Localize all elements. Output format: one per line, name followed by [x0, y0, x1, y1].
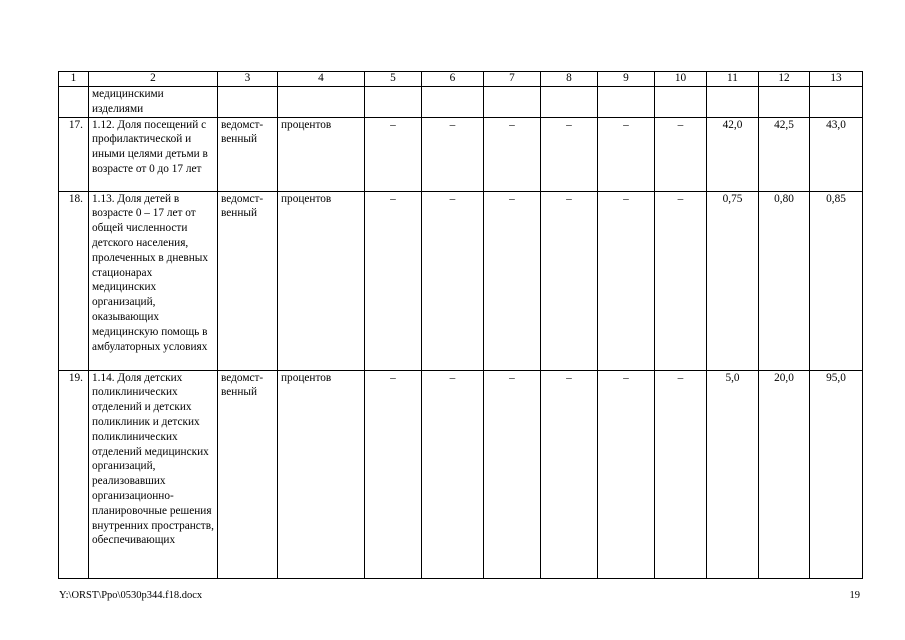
value-cell: –	[598, 191, 655, 370]
table-row	[59, 370, 863, 578]
column-number: 1	[59, 72, 89, 87]
row-number: 19.	[59, 370, 89, 578]
unit-cell: процентов	[278, 370, 365, 578]
column-number: 4	[278, 72, 365, 87]
value-cell: –	[598, 370, 655, 578]
column-number: 2	[89, 72, 218, 87]
value-cell: –	[422, 191, 484, 370]
value-cell: –	[422, 117, 484, 191]
value-cell: 0,85	[810, 191, 863, 370]
value-cell: 43,0	[810, 117, 863, 191]
unit-cell: процентов	[278, 117, 365, 191]
value-cell: 42,5	[759, 117, 810, 191]
table-cell	[365, 87, 422, 118]
indicator-cell: 1.12. Доля посещений с профилактической и иными целями детьми в возрасте от 0 до 17 лет	[89, 117, 218, 191]
column-number: 3	[218, 72, 278, 87]
table-cell	[422, 87, 484, 118]
page-number: 19	[849, 590, 860, 601]
value-cell: –	[655, 191, 707, 370]
table-cell	[707, 87, 759, 118]
value-cell: 20,0	[759, 370, 810, 578]
table-cell	[759, 87, 810, 118]
column-number: 9	[598, 72, 655, 87]
value-cell: –	[365, 117, 422, 191]
table-cell	[541, 87, 598, 118]
value-cell: –	[484, 370, 541, 578]
value-cell: –	[365, 191, 422, 370]
value-cell: –	[541, 117, 598, 191]
table-cell	[655, 87, 707, 118]
column-number: 7	[484, 72, 541, 87]
value-cell: –	[365, 370, 422, 578]
value-cell: 42,0	[707, 117, 759, 191]
row-number: 18.	[59, 191, 89, 370]
column-number: 12	[759, 72, 810, 87]
value-cell: 0,75	[707, 191, 759, 370]
table-cell	[598, 87, 655, 118]
column-number: 5	[365, 72, 422, 87]
source-cell: ведомст-венный	[218, 191, 278, 370]
value-cell: –	[484, 117, 541, 191]
unit-cell: процентов	[278, 191, 365, 370]
table-cell	[810, 87, 863, 118]
value-cell: –	[422, 370, 484, 578]
column-number: 11	[707, 72, 759, 87]
value-cell: –	[484, 191, 541, 370]
continuation-row	[59, 87, 863, 118]
value-cell: –	[655, 117, 707, 191]
source-cell: ведомст-венный	[218, 370, 278, 578]
value-cell: 5,0	[707, 370, 759, 578]
row-number: 17.	[59, 117, 89, 191]
indicator-cell: медицинскими изделиями	[89, 87, 218, 118]
table-row	[59, 117, 863, 191]
table-cell	[59, 87, 89, 118]
table-cell	[278, 87, 365, 118]
footer-file-path: Y:\ORST\Ppo\0530p344.f18.docx	[59, 590, 203, 601]
source-cell: ведомст-венный	[218, 117, 278, 191]
value-cell: –	[655, 370, 707, 578]
column-number: 13	[810, 72, 863, 87]
column-number: 10	[655, 72, 707, 87]
value-cell: –	[598, 117, 655, 191]
table-cell	[484, 87, 541, 118]
value-cell: 0,80	[759, 191, 810, 370]
value-cell: –	[541, 370, 598, 578]
indicators-table	[58, 71, 863, 579]
value-cell: –	[541, 191, 598, 370]
value-cell: 95,0	[810, 370, 863, 578]
table-row	[59, 191, 863, 370]
table-cell	[218, 87, 278, 118]
indicator-cell: 1.14. Доля детских поликлинических отделений и детских поликлиник и детских поликлинических отделений медицинских организаций, реализовавших организационно-планировочные решения внутренних пространств, обеспечивающих	[89, 370, 218, 578]
indicator-cell: 1.13. Доля детей в возрасте 0 – 17 лет от общей численности детского населения, пролеченных в дневных стационарах медицинских организаций, оказывающих медицинскую помощь в амбулаторных условиях	[89, 191, 218, 370]
column-number: 6	[422, 72, 484, 87]
column-numbers-row	[59, 72, 863, 87]
column-number: 8	[541, 72, 598, 87]
